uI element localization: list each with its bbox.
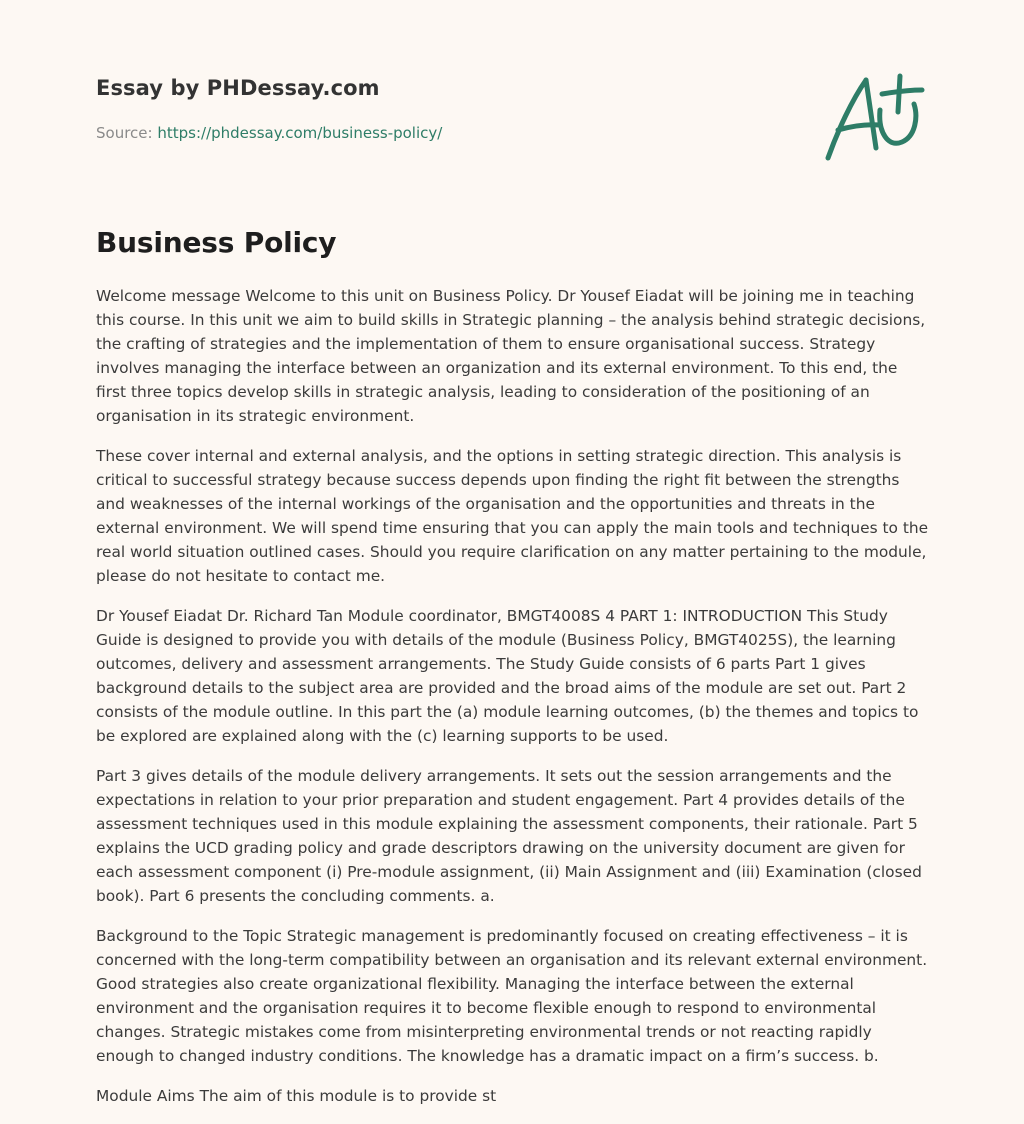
essay-body bbox=[96, 284, 932, 1124]
essay-paragraph: Background to the Topic Strategic management is predominantly focused on creating effectiveness – it is concerned with the long-term compatibility between an organisation and its relevant external environment. Good strategies also create organizational flexibility. Managing the interface between the external environment and the organisation requires it to become flexible enough to respond to environmental changes. Strategic mistakes come from misinterpreting environmental trends or not reacting rapidly enough to changed industry conditions. The knowledge has a dramatic impact on a firm’s success. b. bbox=[96, 927, 928, 1065]
essay-paragraph: Welcome message Welcome to this unit on Business Policy. Dr Yousef Eiadat will be joining me in teaching this course. In this unit we aim to build skills in Strategic planning – the analysis behind strategic decisions, the crafting of strategies and the implementation of them to ensure organisational success. Strategy involves managing the interface between an organization and its external environment. To this end, the first three topics develop skills in strategic analysis, leading to consideration of the positioning of an organisation in its strategic environment. bbox=[96, 287, 926, 425]
a-plus-logo-icon bbox=[818, 68, 928, 164]
essay-title: Business Policy bbox=[96, 226, 337, 259]
site-brand: Essay by PHDessay.com bbox=[96, 76, 380, 100]
essay-paragraph: Part 3 gives details of the module delivery arrangements. It sets out the session arrangements and the expectations in relation to your prior preparation and student engagement. Part 4 provides details of the assessment techniques used in this module explaining the assessment components, their rationale. Part 5 explains the UCD grading policy and grade descriptors drawing on the university document are given for each assessment component (i) Pre-module assignment, (ii) Main Assignment and (iii) Examination (closed book). Part 6 presents the concluding comments. a. bbox=[96, 767, 922, 905]
essay-paragraph: Module Aims The aim of this module is to provide st bbox=[96, 1087, 497, 1105]
source-link[interactable]: https://phdessay.com/business-policy/ bbox=[157, 124, 443, 142]
source-line bbox=[96, 124, 442, 142]
essay-paragraph: Dr Yousef Eiadat Dr. Richard Tan Module coordinator, BMGT4008S 4 PART 1: INTRODUCTION This Study Guide is designed to provide you with details of the module (Business Policy, BMGT4025S), the learning outcomes, delivery and assessment arrangements. The Study Guide consists of 6 parts Part 1 gives background details to the subject area are provided and the broad aims of the module are set out. Part 2 consists of the module outline. In this part the (a) module learning outcomes, (b) the themes and topics to be explored are explained along with the (c) learning supports to be used. bbox=[96, 607, 919, 745]
source-label: Source: bbox=[96, 124, 153, 142]
essay-paragraph: These cover internal and external analysis, and the options in setting strategic direction. This analysis is critical to successful strategy because success depends upon finding the right fit between the strengths and weaknesses of the internal workings of the organisation and the opportunities and threats in the external environment. We will spend time ensuring that you can apply the main tools and techniques to the real world situation outlined cases. Should you require clarification on any matter pertaining to the module, please do not hesitate to contact me. bbox=[96, 447, 929, 585]
